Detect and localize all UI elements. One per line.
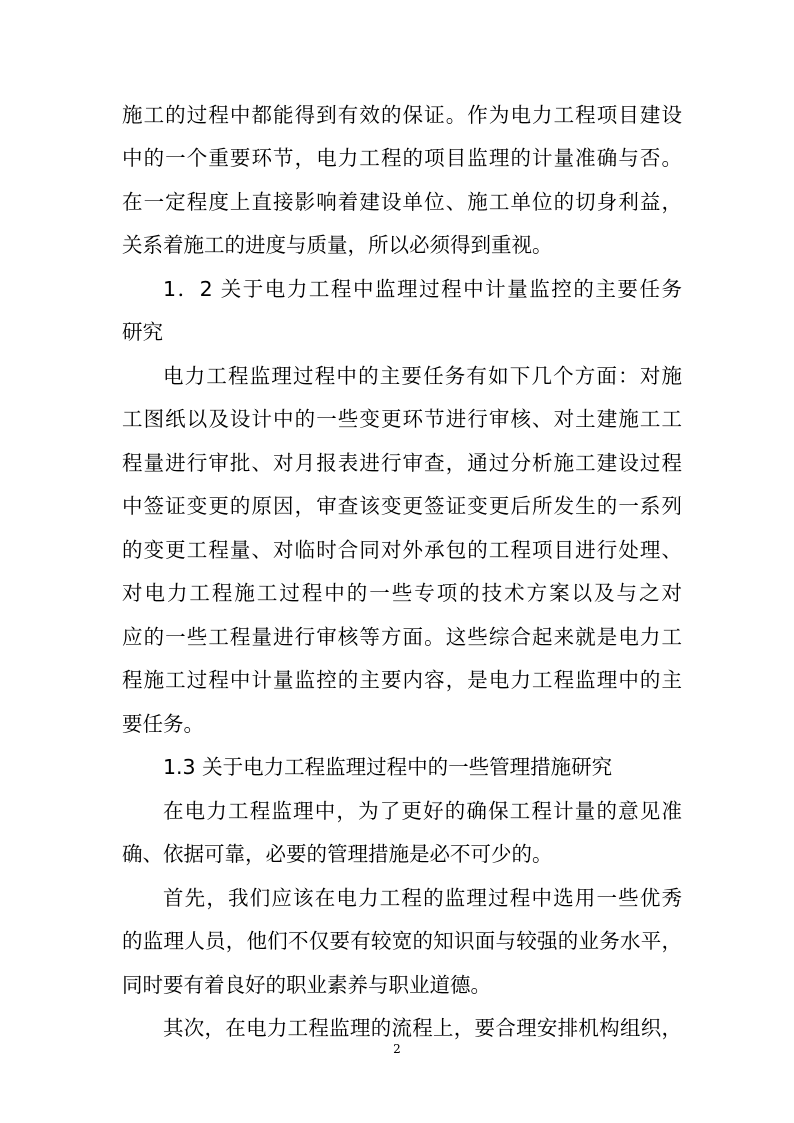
paragraph-line: 关系着施工的进度与质量，所以必须得到重视。: [122, 233, 553, 257]
section-heading-line: 1．2 关于电力工程中监理过程中计量监控的主要任务: [163, 277, 682, 301]
paragraph-line: 程量进行审批、对月报表进行审查，通过分析施工建设过程: [122, 451, 682, 475]
paragraph-line: 首先，我们应该在电力工程的监理过程中选用一些优秀: [163, 886, 682, 910]
paragraph-line: 在一定程度上直接影响着建设单位、施工单位的切身利益，: [122, 190, 682, 214]
paragraph-line: 工图纸以及设计中的一些变更环节进行审核、对土建施工工: [122, 407, 682, 431]
paragraph-line: 其次，在电力工程监理的流程上，要合理安排机构组织，: [163, 1016, 682, 1040]
paragraph-line: 中签证变更的原因，审查该变更签证变更后所发生的一系列: [122, 494, 682, 518]
page-number: 2: [393, 1042, 401, 1056]
paragraph-line: 程施工过程中计量监控的主要内容，是电力工程监理中的主: [122, 668, 682, 692]
paragraph-line: 要任务。: [122, 712, 204, 736]
paragraph-line: 应的一些工程量进行审核等方面。这些综合起来就是电力工: [122, 625, 682, 649]
paragraph-line: 确、依据可靠，必要的管理措施是必不可少的。: [122, 842, 553, 866]
paragraph-line: 中的一个重要环节，电力工程的项目监理的计量准确与否。: [122, 146, 682, 170]
paragraph-line: 的监理人员，他们不仅要有较宽的知识面与较强的业务水平，: [122, 929, 682, 953]
section-heading-line: 1.3 关于电力工程监理过程中的一些管理措施研究: [163, 755, 613, 779]
section-heading-line: 研究: [122, 320, 163, 344]
paragraph-line: 在电力工程监理中，为了更好的确保工程计量的意见准: [163, 799, 682, 823]
paragraph-line: 电力工程监理过程中的主要任务有如下几个方面：对施: [163, 364, 682, 388]
paragraph-line: 施工的过程中都能得到有效的保证。作为电力工程项目建设: [122, 103, 682, 127]
paragraph-line: 的变更工程量、对临时合同对外承包的工程项目进行处理、: [122, 538, 682, 562]
paragraph-line: 对电力工程施工过程中的一些专项的技术方案以及与之对: [122, 581, 682, 605]
paragraph-line: 同时要有着良好的职业素养与职业道德。: [122, 973, 491, 997]
